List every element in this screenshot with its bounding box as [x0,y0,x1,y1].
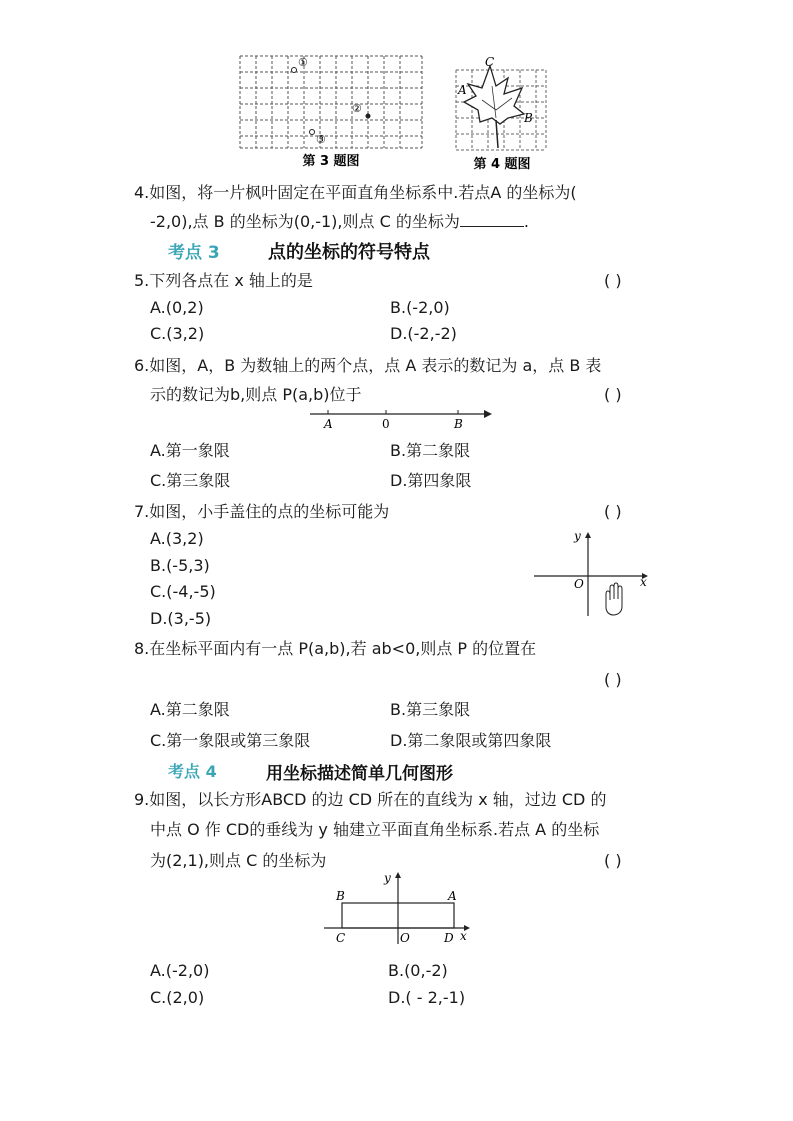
q8-option-c: C.第一象限或第三象限 [150,731,311,750]
q7-answer-paren: ( ) [604,502,622,521]
q9-label-y: y [384,871,391,885]
q8-option-b: B.第三象限 [390,700,471,719]
q7-axis-x: x [640,575,647,589]
q7-axis-o: O [574,577,584,591]
q8-option-d: D.第二象限或第四象限 [390,731,552,750]
fig4-label-a: A [458,83,467,97]
section-4-label: 考点 4 [168,762,217,781]
q9-label-o: O [400,931,410,945]
q9-label-a: A [448,889,457,903]
fig3-label-1: ② [352,102,362,115]
fig3-label-2: ① [298,56,308,69]
q6-option-d: D.第四象限 [390,471,472,490]
q5-option-b: B.(-2,0) [390,298,450,317]
nl-label-0: 0 [382,417,390,431]
section-3-label: 考点 3 [168,243,220,263]
q9-answer-paren: ( ) [604,851,622,870]
q7-option-c: C.(-4,-5) [150,582,216,601]
q9-option-a: A.(-2,0) [150,961,210,980]
q5-stem: 5.下列各点在 x 轴上的是 [134,271,313,290]
answer-blank [460,212,524,227]
hand-icon [606,583,622,615]
q9-option-c: C.(2,0) [150,988,205,1007]
q6-option-c: C.第三象限 [150,471,231,490]
q6-line2: 示的数记为b,则点 P(a,b)位于 [150,385,362,404]
q9-line2: 中点 O 作 CD的垂线为 y 轴建立平面直角坐标系.若点 A 的坐标 [150,820,600,839]
q7-stem: 7.如图，小手盖住的点的坐标可能为 [134,502,390,521]
fig4-caption: 第 4 题图 [473,157,531,172]
q7-coordinate-figure [530,528,654,622]
q5-option-d: D.(-2,-2) [390,324,457,343]
q4-line1: 4.如图，将一片枫叶固定在平面直角坐标系中.若点A 的坐标为( [134,183,577,202]
nl-label-b: B [454,417,463,431]
q5-option-c: C.(3,2) [150,324,205,343]
q7-option-b: B.(-5,3) [150,556,210,575]
q6-option-b: B.第二象限 [390,441,471,460]
q9-rectangle-figure [320,870,480,946]
q5-answer-paren: ( ) [604,271,622,290]
q9-option-d: D.( - 2,-1) [388,988,466,1007]
fig3-label-3: ③ [316,133,326,146]
fig4-label-b: B [524,111,533,125]
figure-3-grid [236,52,426,172]
q6-answer-paren: ( ) [604,385,622,404]
figure-3 [236,52,426,172]
nl-label-a: A [324,417,333,431]
q7-axis-y: y [574,529,581,543]
q9-label-b: B [336,889,345,903]
section-3-title: 点的坐标的符号特点 [268,242,430,263]
q4-line2-end: . [523,212,529,231]
q4-line2-text: -2,0),点 B 的坐标为(0,-1),则点 C 的坐标为 [150,212,460,231]
q9-option-b: B.(0,-2) [388,961,448,980]
figure-4-leaf [452,56,552,174]
number-line [306,406,496,432]
q6-line1: 6.如图，A，B 为数轴上的两个点，点 A 表示的数记为 a，点 B 表 [134,356,602,375]
q9-label-x: x [460,929,467,943]
q8-option-a: A.第二象限 [150,700,230,719]
q9-label-d: D [444,931,454,945]
q5-option-a: A.(0,2) [150,298,204,317]
q9-line3: 为(2,1),则点 C 的坐标为 [150,851,327,870]
fig3-caption: 第 3 题图 [302,154,360,169]
q8-answer-paren: ( ) [604,670,622,689]
q8-stem: 8.在坐标平面内有一点 P(a,b),若 ab<0,则点 P 的位置在 [134,639,537,658]
q6-option-a: A.第一象限 [150,441,230,460]
q9-line1: 9.如图，以长方形ABCD 的边 CD 所在的直线为 x 轴，过边 CD 的 [134,790,607,809]
figure-4 [452,56,552,174]
q9-label-c: C [336,931,346,945]
q7-option-d: D.(3,-5) [150,609,212,628]
q4-line2 [150,212,529,232]
fig4-label-c: C [485,56,495,69]
q7-option-a: A.(3,2) [150,529,204,548]
section-4-title: 用坐标描述简单几何图形 [266,764,453,784]
